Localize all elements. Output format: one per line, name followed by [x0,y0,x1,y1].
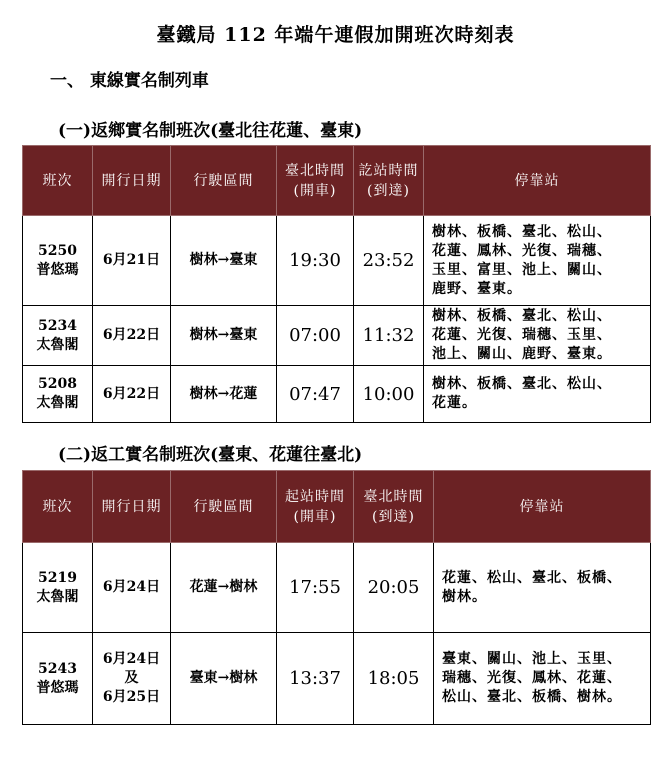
date-line: 6月21日 [102,252,161,268]
header-line: (開車) [293,508,337,525]
header-line: (開車) [293,182,337,199]
route-line: 樹林→臺東 [189,327,258,343]
train-line: 5243 [38,660,77,677]
route-cell [171,216,277,306]
header-line: 臺北 [363,488,394,505]
stops-line: 臺東、關山、池上、玉里、 [442,651,622,667]
table-header-row [23,471,651,543]
header-date [93,471,171,543]
date-cell [93,216,171,306]
header-stops [424,146,651,216]
route-line: 樹林→臺東 [189,252,258,268]
depart-line: 17:55 [289,577,341,598]
stops-cell [424,216,651,306]
stops-line: 花蓮、鳳林、光復、瑞穗、 [432,242,612,259]
header-line: 停靠站 [514,172,560,189]
stops-line: 松山、臺北、板橋、樹林。 [442,689,622,705]
header-line: 臺北 [285,162,315,179]
stops-line: 樹林、板橋、臺北、松山、 [432,376,612,392]
date-cell [93,633,171,725]
header-line: 班次 [42,498,73,515]
stops-line: 花蓮。 [432,395,477,411]
header-line: (到達) [367,182,410,199]
header-stops [434,471,651,543]
table-row [23,306,651,366]
table2-heading: (二)返工實名制班次(臺東、花蓮往臺北) [58,445,363,465]
route-line: 花蓮→樹林 [189,579,258,595]
header-line: 起站 [285,488,315,505]
table-row [23,366,651,423]
header-line: 時間 [315,488,345,505]
arrive-time-cell [354,366,424,423]
header-depart [277,471,354,543]
depart-line: 13:37 [289,668,341,689]
header-arrive [354,471,434,543]
stops-cell [424,306,651,366]
date-cell [93,306,171,366]
table-row [23,543,651,633]
stops-cell [434,633,651,725]
header-line: 開行 [101,498,132,515]
header-route [171,146,277,216]
stops-line: 鹿野、臺東。 [432,280,522,297]
stops-cell [424,366,651,423]
header-train [23,471,93,543]
header-line: 停靠站 [519,498,565,515]
header-line: 時間 [388,162,419,179]
header-route [171,471,277,543]
date-line: 6月25日 [102,689,161,705]
train-cell [23,216,93,306]
table-header-row [23,146,651,216]
header-line: 訖站 [358,162,389,179]
stops-line: 池上、關山、鹿野、臺東。 [432,346,612,362]
arrive-line: 20:05 [367,577,420,598]
header-train [23,146,93,216]
outbound-schedule-table [22,145,651,423]
train-cell [23,543,93,633]
header-line: 班次 [42,172,73,189]
header-line: 行駛 [193,498,224,515]
depart-time-cell [277,543,354,633]
stops-line: 樹林、板橋、臺北、松山、 [432,308,612,324]
stops-line: 樹林。 [442,588,487,605]
route-cell [171,366,277,423]
stops-line: 樹林、板橋、臺北、松山、 [432,223,612,240]
train-line: 5219 [38,569,77,586]
route-line: 臺東→樹林 [189,670,258,686]
stops-line: 玉里、富里、池上、關山、 [432,261,612,278]
date-cell [93,543,171,633]
arrive-line: 10:00 [362,383,415,405]
header-depart [277,146,354,216]
route-cell [171,633,277,725]
route-line: 樹林→花蓮 [189,385,258,402]
train-line: 普悠瑪 [36,679,79,696]
route-cell [171,306,277,366]
header-line: 區間 [223,172,254,189]
stops-line: 花蓮、松山、臺北、板橋、 [442,569,622,586]
train-cell [23,306,93,366]
header-line: (到達) [372,508,415,525]
page-title: 臺鐵局 112 年端午連假加開班次時刻表 [156,24,515,46]
arrive-time-cell [354,216,424,306]
depart-line: 07:00 [289,325,341,346]
header-line: 日期 [131,498,162,515]
arrive-line: 18:05 [367,668,420,689]
date-line: 6月22日 [102,385,161,402]
train-line: 5250 [38,242,77,259]
header-line: 區間 [223,498,254,515]
train-line: 太魯閣 [36,588,79,605]
train-line: 5208 [38,376,77,392]
header-line: 時間 [315,162,345,179]
header-arrive [354,146,424,216]
header-line: 開行 [101,172,132,189]
stops-line: 花蓮、光復、瑞穗、玉里、 [432,327,612,343]
arrive-line: 11:32 [362,325,415,346]
train-line: 普悠瑪 [36,261,79,278]
depart-line: 19:30 [289,250,341,271]
header-date [93,146,171,216]
train-line: 5234 [38,317,77,334]
arrive-time-cell [354,633,434,725]
date-line: 6月24日 [102,579,161,595]
section-heading: 一、 東線實名制列車 [50,71,209,91]
table-row [23,633,651,725]
date-cell [93,366,171,423]
header-line: 時間 [393,488,424,505]
header-line: 日期 [131,172,162,189]
arrive-time-cell [354,306,424,366]
header-line: 行駛 [193,172,224,189]
route-cell [171,543,277,633]
date-line: 6月22日 [102,327,161,343]
return-schedule-table [22,470,651,725]
depart-time-cell [277,306,354,366]
train-line: 太魯閣 [36,395,79,411]
train-line: 太魯閣 [36,336,79,353]
arrive-line: 23:52 [362,250,415,271]
depart-time-cell [277,216,354,306]
table-row [23,216,651,306]
depart-line: 07:47 [289,383,341,405]
stops-line: 瑞穗、光復、鳳林、花蓮、 [442,670,622,686]
date-line: 6月24日 [102,651,161,667]
date-line: 及 [124,670,139,686]
depart-time-cell [277,366,354,423]
arrive-time-cell [354,543,434,633]
table1-heading: (一)返鄉實名制班次(臺北往花蓮、臺東) [58,121,363,141]
stops-cell [434,543,651,633]
train-cell [23,366,93,423]
train-cell [23,633,93,725]
depart-time-cell [277,633,354,725]
